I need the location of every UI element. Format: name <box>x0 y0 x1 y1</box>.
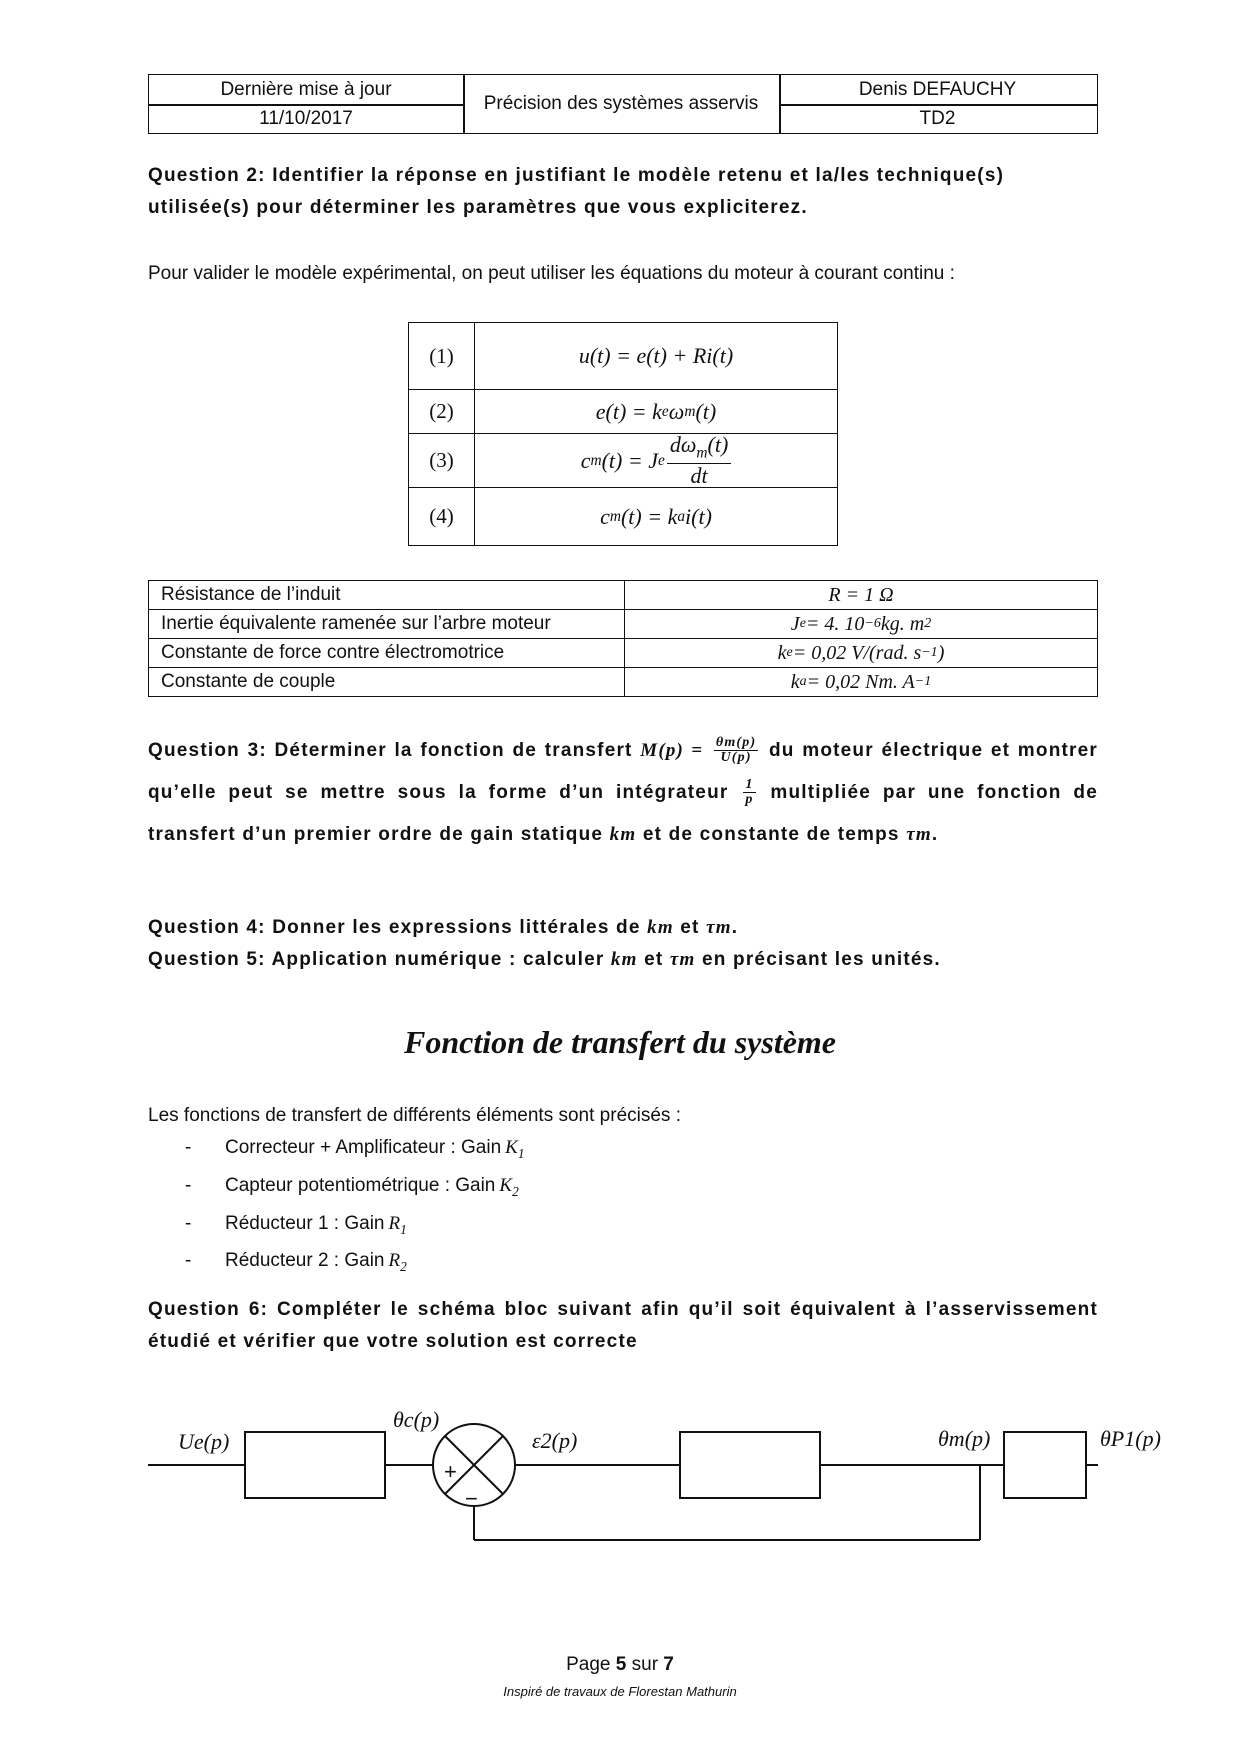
tf-intro: Les fonctions de transfert de différents éléments sont précisés : <box>148 1105 681 1126</box>
header-td: TD2 <box>919 107 956 129</box>
footer-credit: Inspiré de travaux de Florestan Mathurin <box>503 1684 737 1699</box>
list-item: - Réducteur 2 : Gain $R_2$ <box>185 1250 407 1275</box>
equation-number: (4) <box>409 488 475 545</box>
label-ue: Ue(p) <box>178 1429 230 1454</box>
parameter-row <box>149 639 1097 668</box>
header-table <box>148 74 1098 134</box>
block-diagram <box>0 1400 1240 1580</box>
list-item: - Correcteur + Amplificateur : Gain $K_1$ <box>185 1137 525 1161</box>
equation-formula: c m (t) = J e $d\omega_m(t)$ dt <box>475 434 837 487</box>
minus-sign: − <box>465 1486 478 1511</box>
parameter-label: Constante de force contre électromotrice <box>149 639 625 667</box>
parameter-label: Constante de couple <box>149 668 625 696</box>
equation-row <box>409 434 837 488</box>
parameter-value: J e = 4. 10 −6 kg. m 2 <box>790 612 932 635</box>
question-4: Question 4: Donner les expressions littérales de km et τm. <box>148 917 739 938</box>
parameter-value: k a = 0,02 Nm. A −1 <box>790 670 932 693</box>
intro-text: Pour valider le modèle expérimental, on peut utiliser les équations du moteur à courant continu : <box>148 263 955 284</box>
parameters-table <box>148 580 1098 697</box>
equation-number: (3) <box>409 434 475 487</box>
header-title: Précision des systèmes asservis <box>483 93 759 114</box>
header-date: 11/10/2017 <box>259 107 353 129</box>
equation-row <box>409 323 837 390</box>
parameter-label: Inertie équivalente ramenée sur l’arbre moteur <box>149 610 625 638</box>
tf-list <box>185 1132 524 1283</box>
parameter-row <box>149 610 1097 639</box>
label-theta-p1: θP1(p) <box>1100 1426 1161 1451</box>
block-3 <box>1004 1432 1086 1498</box>
equation-formula: e(t) = k e ω m (t) <box>595 398 717 424</box>
section-title: Fonction de transfert du système <box>403 1024 836 1060</box>
equation-number: (1) <box>409 323 475 389</box>
parameter-row <box>149 581 1097 610</box>
equation-formula: u(t) = e(t) + Ri(t) <box>578 343 734 368</box>
list-item: - Réducteur 1 : Gain $R_1$ <box>185 1212 407 1237</box>
question-2: Question 2: Identifier la réponse en justifiant le modèle retenu et la/les technique(s) utilisée(s) pour déterminer les paramètres que vous expliciterez. <box>148 165 1005 218</box>
parameter-value: R = 1 Ω <box>828 583 894 606</box>
parameter-row <box>149 668 1097 696</box>
parameter-value: k e = 0,02 V/(rad. s −1 ) <box>777 641 945 664</box>
equation-formula: c m (t) = k a i(t) <box>600 503 712 529</box>
header-author: Denis DEFAUCHY <box>858 78 1017 100</box>
question-6: Question 6: Compléter le schéma bloc suivant afin qu’il soit équivalent à l’asservissement étudié et vérifier que votre solution est correcte <box>148 1299 1098 1352</box>
question-5: Question 5: Application numérique : calculer km et τm en précisant les unités. <box>148 949 941 970</box>
page-number: Page 5 sur 7 <box>566 1654 674 1675</box>
block-2 <box>680 1432 820 1498</box>
parameter-label: Résistance de l’induit <box>149 581 625 609</box>
list-item: - Capteur potentiométrique : Gain $K_2$ <box>185 1174 519 1199</box>
equation-row <box>409 488 837 545</box>
equation-number: (2) <box>409 390 475 433</box>
block-1 <box>245 1432 385 1498</box>
header-update-label: Dernière mise à jour <box>220 78 392 100</box>
label-theta-m: θm(p) <box>938 1426 991 1451</box>
plus-sign: + <box>444 1459 457 1484</box>
label-eps2: ε2(p) <box>532 1428 578 1453</box>
equation-row <box>409 390 837 434</box>
equations-table <box>408 322 838 546</box>
label-theta-c: θc(p) <box>393 1407 440 1432</box>
question-3: Question 3: Déterminer la fonction de transfert M(p) = $\frac{\theta m(p)}{U(p)}$ du moteur électrique et montrer qu’elle peut se mettre sous la forme d’un intégrateur $\frac{1}{p}$ multipliée par une fonction de transfert d’un premier ordre de gain statique km et de constante de temps τm. <box>148 734 1099 845</box>
